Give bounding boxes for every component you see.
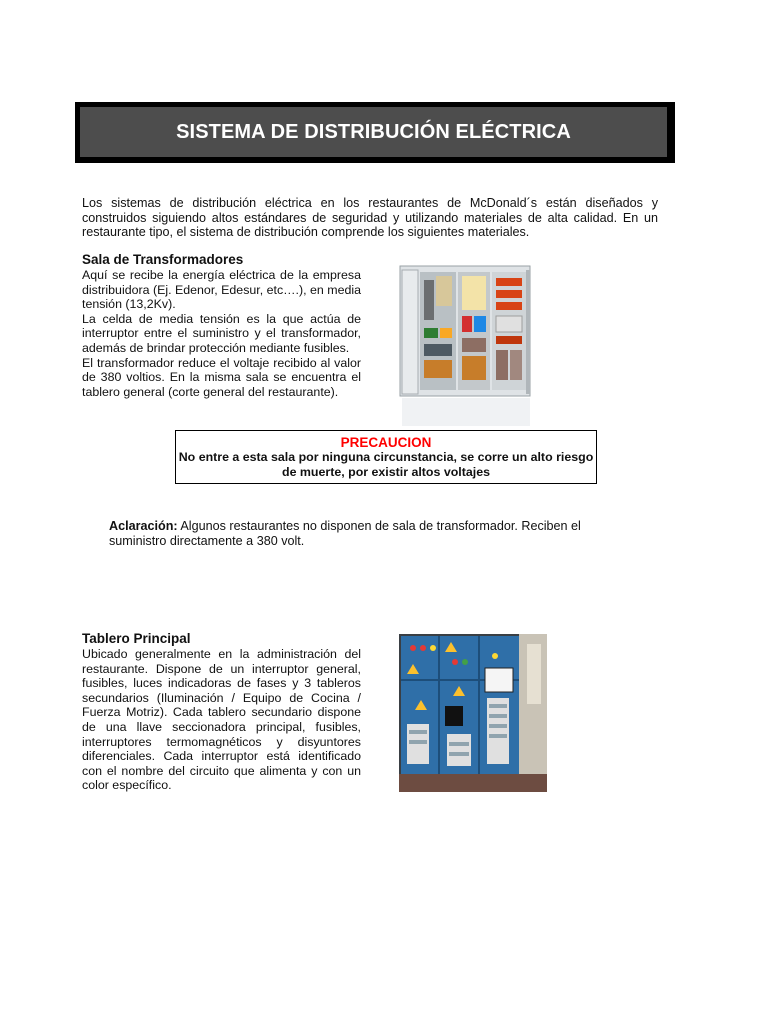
- title-panel: [80, 107, 667, 157]
- tablero-text: [82, 647, 361, 793]
- sala-paragraph-1: Aquí se recibe la energía eléctrica de la empresa distribuidora (Ej. Edenor, Edesur, etc….), en media tensión (13,2Kv).: [82, 268, 361, 312]
- sala-text: [82, 268, 361, 399]
- section-heading-tablero: Tablero Principal: [82, 631, 191, 646]
- sala-paragraph-3: El transformador reduce el voltaje recibido al valor de 380 voltios. En la misma sala se encuentra el tablero general (corte general del restaurante).: [82, 355, 361, 399]
- sala-paragraph-2: La celda de media tensión es la que actúa de interruptor entre el suministro y el transformador, además de brindar protección mediante fusibles.: [82, 311, 361, 355]
- transformer-cabinet-photo: [390, 258, 548, 430]
- clarification-text: Algunos restaurantes no disponen de sala de transformador. Reciben el suministro directamente a 380 volt.: [109, 519, 581, 548]
- page-title: SISTEMA DE DISTRIBUCIÓN ELÉCTRICA: [176, 120, 571, 143]
- title-banner: [75, 102, 675, 163]
- clarification-note: [109, 519, 629, 548]
- tablero-paragraph: Ubicado generalmente en la administración del restaurante. Dispone de un interruptor general, fusibles, luces indicadoras de fases y 3 tableros secundarios (Iluminación / Equipo de Cocina / Fuerza Motriz). Cada tablero secundario dispone de una llave seccionadora principal, fusibles, interruptores termomagnéticos y disyuntores diferenciales. Cada interruptor está identificado con el nombre del circuito que alimenta y con un color específico.: [82, 647, 361, 793]
- precaution-box: [175, 430, 597, 484]
- section-heading-sala: Sala de Transformadores: [82, 252, 244, 267]
- precaution-title: PRECAUCION: [340, 435, 432, 450]
- main-switchboard-photo: [399, 634, 547, 792]
- intro-paragraph: Los sistemas de distribución eléctrica en los restaurantes de McDonald´s están diseñados y construidos siguiendo altos estándares de seguridad y utilizando materiales de alta calidad. En un restaurante tipo, el sistema de distribución comprende los siguientes materiales.: [82, 196, 658, 240]
- precaution-text: No entre a esta sala por ninguna circunstancia, se corre un alto riesgo de muerte, por existir altos voltajes: [178, 450, 594, 479]
- clarification-label: Aclaración:: [109, 519, 178, 533]
